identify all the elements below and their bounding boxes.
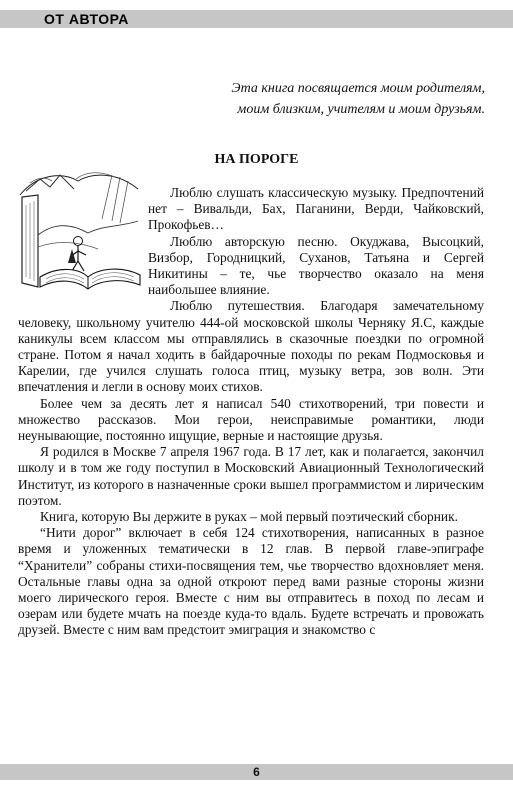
chapter-title: НА ПОРОГЕ xyxy=(214,152,299,167)
epigraph-line: Эта книга посвящается моим родителям, xyxy=(231,81,485,96)
header-bar xyxy=(0,10,513,28)
paragraph: Я родился в Москве 7 апреля 1967 года. В 17 лет, как и полагается, закончил школу и в том же году поступил в Московский Авиационный Технологический Институт, из которого в назначенные сроки вышел программистом и лирическим поэтом. xyxy=(18,444,484,508)
paragraph: Люблю слушать классическую музыку. Предпочтений нет – Вивальди, Бах, Паганини, Верди, Чайковский, Прокофьев… xyxy=(148,185,484,233)
paragraph: “Нити дорог” включает в себя 124 стихотворения, написанных в разное время и уложенных тематически в 12 глав. В первой главе-эпиграфе “Хранители” собраны стихи-посвящения тем, чье творчество вдохновляет меня. Остальные главы одна за одной откроют перед вами разные стороны жизни моего лирического героя. Вместе с ним вы отправитесь в поход по лесам и озерам или будете мчать на поезде куда-то вдаль. Будете встречать и провожать друзей. Вместе с ним вам предстоит эмиграция и знакомство с xyxy=(18,525,484,638)
footer-bar xyxy=(0,764,513,780)
paragraph: Более чем за десять лет я написал 540 стихотворений, три повести и множество рассказов. Мои герои, неисправимые романтики, люди неунывающие, постоянно ищущие, верные и настоящие друзья. xyxy=(18,395,484,444)
section-title: ОТ АВТОРА xyxy=(44,11,129,27)
paragraph: Люблю авторскую песню. Окуджава, Высоцкий, Визбор, Городницкий, Суханов, Татьяна и Сергей Никитины – те, чье творчество оказало на меня наибольшее влияние. xyxy=(148,233,484,298)
body-text xyxy=(18,185,484,639)
page-number: 6 xyxy=(253,765,260,779)
illustration-spacer xyxy=(18,185,144,303)
paragraph: Книга, которую Вы держите в руках – мой первый поэтический сборник. xyxy=(40,509,458,525)
epigraph-line: моим близким, учителям и моим друзьям. xyxy=(237,102,485,117)
epigraph xyxy=(155,78,485,120)
paragraph: Люблю путешествия. Благодаря замечательному человеку, школьному учителю 444-ой московской школы Черняку Я.С, каждые каникулы всем классом мы отправлялись в сказочные поездки по огромной стране. Потом я начал ходить в байдарочные походы по рекам Подмосковья и Карелии, где учился слушать голоса птиц, музыку ветра, зов волн. Эти впечатления и легли в основу моих стихов. xyxy=(18,298,484,395)
